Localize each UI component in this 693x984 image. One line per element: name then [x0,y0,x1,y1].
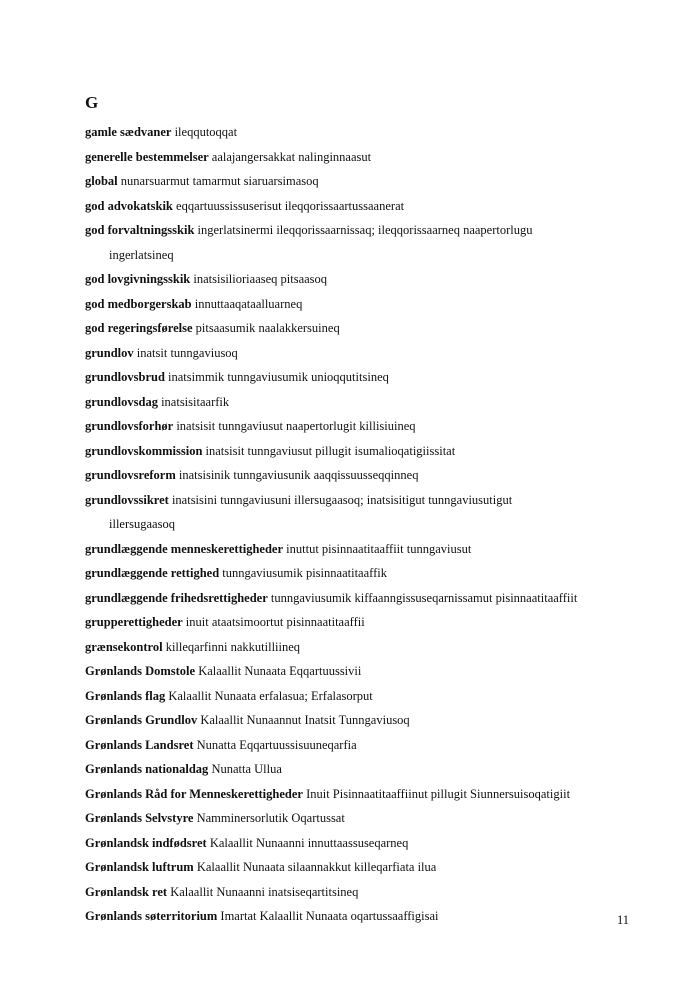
glossary-entry [85,414,645,439]
entry-term: grundlovsforhør [85,419,174,433]
entry-definition: Namminersorlutik Oqartussat [196,811,345,825]
entry-definition: inatsit tunngaviusoq [136,345,238,360]
entry-definition: Kalaallit Nunaata erfalasua; Erfalasorput [168,688,373,703]
entry-term: grundlovskommission [85,443,203,458]
entry-term: grundlovssikret [85,492,169,507]
entry-definition: Kalaallit Nunaata silaannakkut killeqarfiata ilua [196,860,437,874]
entry-definition: inuttut pisinnaatitaaffiit tunngaviusut [286,541,472,556]
glossary-entry [85,439,645,464]
glossary-entry [85,561,645,586]
glossary-entry [85,365,645,390]
glossary-entry [85,635,645,660]
glossary-entry [85,855,645,880]
glossary-entry [85,316,645,341]
entry-definition: eqqartuussissuserisut ileqqorissaartussaanerat [176,198,405,213]
entry-term: Grønlands Selvstyre [85,811,194,825]
glossary-entry [85,708,645,733]
entry-term: Grønlands Landsret [85,737,194,752]
entry-definition: aalajangersakkat nalinginnaasut [211,149,372,164]
entry-term: grundlæggende menneskerettigheder [85,541,284,556]
entry-definition: Kalaallit Nunaanni innuttaassuseqarneq [209,835,409,850]
entry-definition: tunngaviusumik pisinnaatitaaffik [222,566,387,580]
entry-definition: Inuit Pisinnaatitaaffiinut pillugit Siunnersuisoqatigiit [306,786,571,801]
entry-term: god advokatskik [85,198,173,213]
entry-definition: tunngaviusumik kiffaanngissuseqarnissamut pisinnaatitaaffiit [270,590,578,605]
entry-definition: inatsisit tunngaviusut pillugit isumalioqatigiissitat [205,443,456,458]
entry-definition: ingerlatsinermi ileqqorissaarnissaq; ileqqorissaarneq naapertorlugu [197,223,533,237]
entry-definition-continuation [85,243,645,268]
entry-term: grundlovsreform [85,468,176,482]
entry-term: Grønlands nationaldag [85,762,209,776]
entry-term: grundlæggende frihedsrettigheder [85,590,268,605]
glossary-entry [85,610,645,635]
entry-term: grundlov [85,345,134,360]
glossary-entry [85,831,645,856]
glossary-entry [85,390,645,415]
glossary-entry [85,267,645,292]
glossary-entry [85,659,645,684]
glossary-entry [85,488,645,513]
entry-term: god regeringsførelse [85,321,193,335]
entry-term: generelle bestemmelser [85,149,209,164]
entry-term: Grønlands Grundlov [85,713,198,727]
glossary-entry [85,733,645,758]
glossary-entry [85,586,645,611]
entry-list [85,120,645,929]
entry-definition: innuttaaqataalluarneq [194,296,303,311]
glossary-entry [85,120,645,145]
entry-definition: nunarsuarmut tamarmut siaruarsimasoq [120,174,319,188]
entry-definition: inatsimmik tunngaviusumik unioqqutitsineq [168,370,389,384]
entry-term: grundlæggende rettighed [85,566,220,580]
entry-term: grundlovsdag [85,394,158,409]
entry-term: gamle sædvaner [85,125,172,139]
glossary-entry [85,904,645,929]
entry-term: god medborgerskab [85,296,192,311]
glossary-entry [85,194,645,219]
entry-term: Grønlandsk ret [85,884,168,899]
entry-term: god forvaltningsskik [85,223,195,237]
entry-term: grupperettigheder [85,615,183,629]
entry-term: global [85,174,118,188]
continuation-text: ingerlatsineq [109,247,174,262]
entry-definition: ileqqutoqqat [174,125,238,139]
entry-term: god lovgivningsskik [85,272,191,286]
glossary-entry [85,145,645,170]
entry-definition: inatsisitaarfik [161,394,230,409]
glossary-entry [85,169,645,194]
entry-term: Grønlandsk indfødsret [85,835,207,850]
continuation-text: illersugaasoq [109,517,175,531]
entry-term: Grønlands søterritorium [85,909,218,923]
entry-definition: inatsisilioriaaseq pitsaasoq [193,272,328,286]
entry-definition: inatsisini tunngaviusuni illersugaasoq; inatsisitigut tunngaviusutigut [171,492,513,507]
entry-definition: Kalaallit Nunaata Eqqartuussivii [198,664,362,678]
entry-definition: Nunatta Eqqartuussisuuneqarfia [196,737,357,752]
entry-definition: inuit ataatsimoortut pisinnaatitaaffii [185,615,365,629]
entry-definition: pitsaasumik naalakkersuineq [195,321,340,335]
entry-term: Grønlands Domstole [85,664,196,678]
glossary-entry [85,880,645,905]
page-number: 11 [617,913,630,927]
entry-definition: killeqarfinni nakkutilliineq [165,639,301,654]
entry-term: grundlovsbrud [85,370,165,384]
glossary-entry [85,684,645,709]
entry-definition: inatsisit tunngaviusut naapertorlugit killisiuineq [176,419,416,433]
entry-definition: Kalaallit Nunaanni inatsiseqartitsineq [170,884,359,899]
glossary-entry [85,537,645,562]
glossary-entry [85,292,645,317]
entry-term: grænsekontrol [85,639,163,654]
entry-term: Grønlandsk luftrum [85,860,194,874]
glossary-entry [85,757,645,782]
glossary-entry [85,218,645,243]
entry-term: Grønlands Råd for Menneskerettigheder [85,786,303,801]
section-letter-heading: G [85,93,99,112]
entry-definition: Imartat Kalaallit Nunaata oqartussaaffigisai [220,909,439,923]
glossary-entry [85,341,645,366]
entry-definition: inatsisinik tunngaviusunik aaqqissuusseqqinneq [178,468,419,482]
entry-definition-continuation [85,512,645,537]
entry-definition: Nunatta Ullua [211,762,282,776]
entry-term: Grønlands flag [85,688,166,703]
glossary-entry [85,782,645,807]
entry-definition: Kalaallit Nunaannut Inatsit Tunngaviusoq [200,713,410,727]
glossary-entry [85,463,645,488]
glossary-entry [85,806,645,831]
